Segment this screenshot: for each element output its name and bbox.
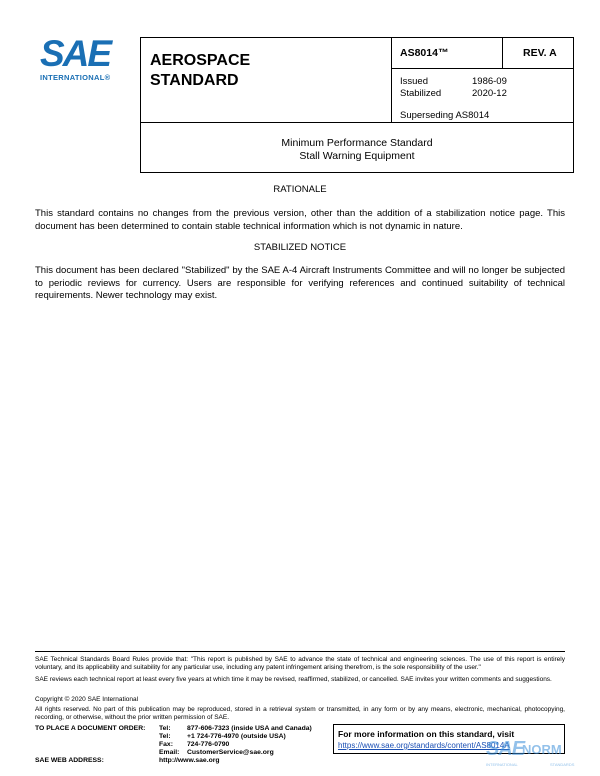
web-address-label: SAE WEB ADDRESS:: [35, 757, 104, 764]
document-number-box: [391, 37, 503, 69]
footer-divider: [35, 651, 565, 652]
email-value[interactable]: CustomerService@sae.org: [187, 749, 274, 756]
dates-box: [391, 68, 574, 123]
tel2-label: Tel:: [159, 733, 171, 740]
more-info-link[interactable]: https://www.sae.org/standards/content/AS8014A: [338, 741, 510, 750]
document-number: AS8014™: [400, 47, 449, 59]
fax-label: Fax:: [159, 741, 173, 748]
more-info-title: For more information on this standard, visit: [338, 729, 515, 739]
issued-date: 1986-09: [472, 76, 507, 87]
watermark-text: NORM: [522, 742, 562, 757]
document-type-line2: STANDARD: [150, 72, 239, 89]
email-label: Email:: [159, 749, 180, 756]
order-label: TO PLACE A DOCUMENT ORDER:: [35, 725, 146, 732]
rationale-heading: RATIONALE: [273, 184, 327, 195]
document-type-line1: AEROSPACE: [150, 52, 251, 69]
subject-box: [140, 122, 574, 173]
superseding: Superseding AS8014: [400, 110, 490, 121]
stabilized-notice-heading: STABILIZED NOTICE: [253, 242, 347, 253]
stabilized-notice-text: This document has been declared "Stabilized" by the SAE A-4 Aircraft Instruments Committee and will no longer be subjected to periodic reviews for currency. Users are responsible for verifying references and continued suitability of technical requirements. Newer technology may exist.: [35, 265, 565, 301]
document-type: [150, 51, 250, 91]
watermark-mark: SAE: [486, 738, 525, 760]
subject-line2: Stall Warning Equipment: [299, 150, 415, 162]
fax-value: 724-776-0790: [187, 741, 230, 748]
sae-norm-watermark: [486, 738, 598, 772]
web-address-link[interactable]: http://www.sae.org: [159, 757, 220, 764]
stabilized-label: Stabilized: [400, 88, 442, 99]
sae-logo-subtitle: INTERNATIONAL®: [40, 73, 111, 82]
watermark-sub2: STANDARDS: [550, 762, 575, 767]
revision: REV. A: [523, 47, 557, 59]
rights-note: All rights reserved. No part of this publication may be reproduced, stored in a retrieval system or transmitted, in any form or by any means, electronic, mechanical, photocopying, recording, or otherwise, without the prior written permission of SAE.: [35, 706, 565, 721]
subject-line1: Minimum Performance Standard: [281, 137, 433, 149]
rules-note: SAE Technical Standards Board Rules provide that: "This report is published by SAE to advance the state of technical and engineering sciences. The use of this report is entirely voluntary, and its applicability and suitability for any particular use, including any patent infringement arising therefrom, is the sole responsibility of the user.": [35, 656, 565, 671]
document-type-box: [140, 37, 392, 123]
sae-logo: [40, 33, 126, 84]
revision-box: [502, 37, 574, 69]
tel1-label: Tel:: [159, 725, 171, 732]
watermark-sub1: INTERNATIONAL: [486, 762, 518, 767]
copyright: Copyright © 2020 SAE International: [35, 696, 139, 703]
issued-label: Issued: [400, 76, 428, 87]
tel1-value: 877-606-7323 (inside USA and Canada): [187, 725, 312, 732]
tel2-value: +1 724-776-4970 (outside USA): [187, 733, 286, 740]
rationale-text: This standard contains no changes from the previous version, other than the addition of a stabilization notice page. This document has been determined to contain stable technical information which is not dynamic in nature.: [35, 208, 565, 232]
stabilized-date: 2020-12: [472, 88, 507, 99]
sae-logo-mark: SAE: [40, 33, 111, 74]
review-note: SAE reviews each technical report at least every five years at which time it may be revised, reaffirmed, stabilized, or cancelled. SAE invites your written comments and suggestions.: [35, 676, 552, 683]
